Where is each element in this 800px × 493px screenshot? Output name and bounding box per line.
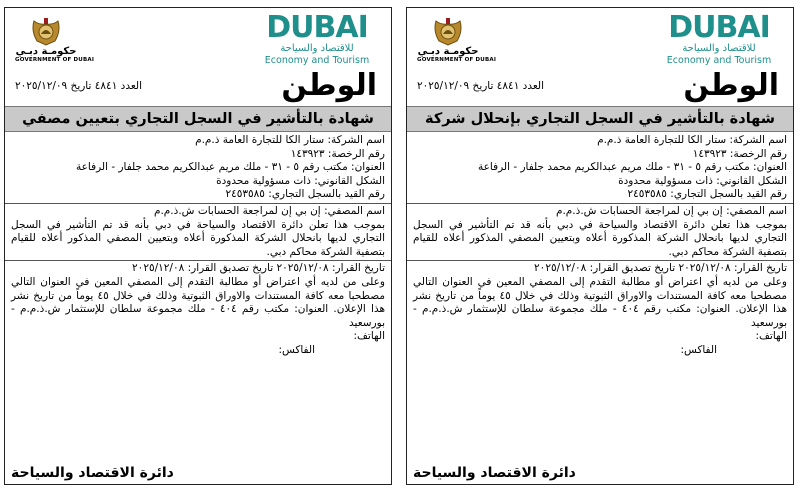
divider <box>5 203 391 204</box>
department-name-arabic: للاقتصاد والسياحة <box>682 43 756 54</box>
masthead <box>5 68 391 106</box>
government-name-english: GOVERNMENT OF DUBAI <box>417 57 497 63</box>
decision-dates: تاريخ القرار: ٢٠٢٥/١٢/٠٨ تاريخ تصديق القرار: ٢٠٢٥/١٢/٠٨ <box>534 262 787 275</box>
notice-title: شهادة بالتأشير في السجل التجاري بتعيين مصفي <box>5 106 391 132</box>
legal-form: الشكل القانوني: ذات مسؤولية محدودة <box>618 174 787 187</box>
liquidator-name: اسم المصفي: إن بي إن لمراجعة الحسابات ش.ذ.م.م <box>555 204 787 217</box>
announcement-text: بموجب هذا تعلن دائرة الاقتصاد والسياحة في دبي بأنه قد تم التأشير في السجل التجاري لديها بانحلال الشركة المذكورة أعلاه وبتعيين المصفي المذكور أعلاه للقيام بتصفية الشركة محاكم دبي. <box>11 218 385 258</box>
divider <box>407 260 793 261</box>
divider <box>5 260 391 261</box>
department-name-english: Economy and Tourism <box>666 55 772 66</box>
notice-liquidator-appointment <box>4 7 392 485</box>
notice-company-dissolution <box>406 7 794 485</box>
divider <box>407 203 793 204</box>
masthead <box>407 68 793 106</box>
registry-number: رقم القيد بالسجل التجاري: ٢٤٥٣٥٨٥ <box>627 188 787 201</box>
dubai-wordmark: DUBAI <box>266 10 368 45</box>
objection-text: وعلى من لديه أي اعتراض أو مطالبة التقدم إلى المصفي المعين في العنوان التالي مصطحبا معه كافة المستندات والاوراق الثبوتية وذلك في خلال ٤٥ يوماً من تاريخ نشر هذا الإعلان. العنوان: مكتب رقم ٤٠٤ - ملك مجموعة سلطان للإستثمار ش.ذ.م.م - بورسعيد <box>11 275 385 329</box>
phone-label: الهاتف: <box>353 330 385 343</box>
department-name-english: Economy and Tourism <box>264 55 370 66</box>
issue-info: العدد ٤٨٤١ تاريخ ٢٠٢٥/١٢/٠٩ <box>417 80 545 92</box>
decision-dates: تاريخ القرار: ٢٠٢٥/١٢/٠٨ تاريخ تصديق القرار: ٢٠٢٥/١٢/٠٨ <box>132 262 385 275</box>
license-number: رقم الرخصة: ١٤٣٩٢٣ <box>692 147 787 160</box>
objection-text: وعلى من لديه أي اعتراض أو مطالبة التقدم إلى المصفي المعين في العنوان التالي مصطحبا معه كافة المستندات والاوراق الثبوتية وذلك في خلال ٤٥ يوماً من تاريخ نشر هذا الإعلان. العنوان: مكتب رقم ٤٠٤ - ملك مجموعة سلطان للإستثمار ش.ذ.م.م - بورسعيد <box>413 275 787 329</box>
notice-body <box>407 132 793 358</box>
liquidator-name: اسم المصفي: إن بي إن لمراجعة الحسابات ش.ذ.م.م <box>153 204 385 217</box>
government-name-arabic: حكومـة دبـي <box>417 46 479 57</box>
fax-label: الفاكس: <box>278 343 315 356</box>
det-logo <box>257 12 377 66</box>
government-logo <box>417 16 497 64</box>
fax-label: الفاكس: <box>680 343 717 356</box>
notice-title: شهادة بالتأشير في السجل التجاري بإنحلال شركة <box>407 106 793 132</box>
issuer-signature: دائرة الاقتصاد والسياحة <box>11 465 174 481</box>
det-logo <box>659 12 779 66</box>
license-number: رقم الرخصة: ١٤٣٩٢٣ <box>290 147 385 160</box>
government-name-arabic: حكومـة دبـي <box>15 46 77 57</box>
government-logo <box>15 16 95 64</box>
company-name: اسم الشركة: ستار الكا للتجارة العامة ذ.م.م <box>195 134 385 146</box>
registry-number: رقم القيد بالسجل التجاري: ٢٤٥٣٥٨٥ <box>225 188 385 201</box>
issue-info: العدد ٤٨٤١ تاريخ ٢٠٢٥/١٢/٠٩ <box>15 80 143 92</box>
notice-body <box>5 132 391 358</box>
notice-header <box>5 8 391 72</box>
notice-header <box>407 8 793 72</box>
dubai-emblem-icon <box>29 16 63 46</box>
department-name-arabic: للاقتصاد والسياحة <box>280 43 354 54</box>
newspaper-name: الوطن <box>683 68 779 103</box>
company-name: اسم الشركة: ستار الكا للتجارة العامة ذ.م.م <box>597 134 787 146</box>
company-address: العنوان: مكتب رقم ٥ - ٣١ - ملك مريم عبدالكريم محمد جلفار - الرفاعة <box>477 161 787 174</box>
company-address: العنوان: مكتب رقم ٥ - ٣١ - ملك مريم عبدالكريم محمد جلفار - الرفاعة <box>75 161 385 174</box>
announcement-text: بموجب هذا تعلن دائرة الاقتصاد والسياحة في دبي بأنه قد تم التأشير في السجل التجاري لديها بانحلال الشركة المذكورة أعلاه وبتعيين المصفي المذكور أعلاه للقيام بتصفية الشركة محاكم دبي. <box>413 218 787 258</box>
dubai-emblem-icon <box>431 16 465 46</box>
issuer-signature: دائرة الاقتصاد والسياحة <box>413 465 576 481</box>
legal-form: الشكل القانوني: ذات مسؤولية محدودة <box>216 174 385 187</box>
government-name-english: GOVERNMENT OF DUBAI <box>15 57 95 63</box>
phone-label: الهاتف: <box>755 330 787 343</box>
dubai-wordmark: DUBAI <box>668 10 770 45</box>
newspaper-name: الوطن <box>281 68 377 103</box>
